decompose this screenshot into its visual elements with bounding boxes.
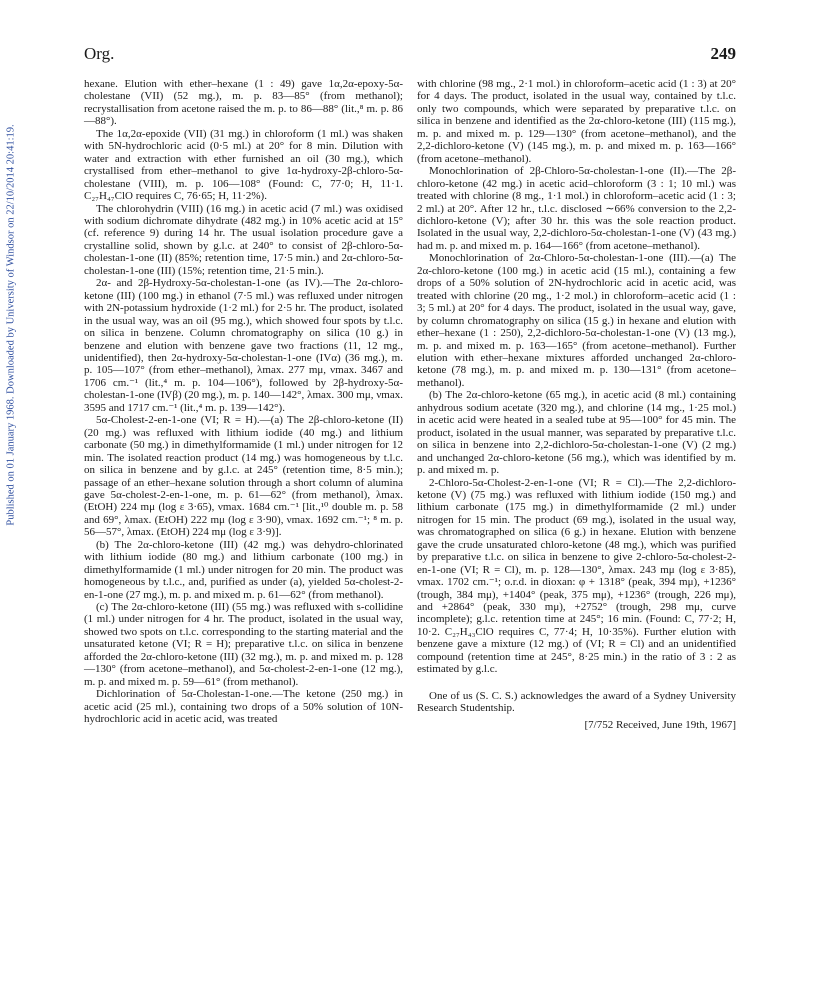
paragraph: (c) The 2α-chloro-ketone (III) (55 mg.) was refluxed with s-collidine (1 ml.) under nitrogen for 4 hr. The product, isolated in the usual way, showed two spots on t.l.c. corresponding to the starting material and the unsaturated ketone (VI; R = H); preparative t.l.c. on silica in benzene afforded the 2α-chloro-ketone (III) (32 mg.), m. p. and mixed m. p. 128—130° (from acetone–methanol), and 5α-cholest-2-en-1-one (12 mg.), m. p. and mixed m. p. 59—61° (from methanol). (84, 601, 403, 688)
paragraph: Monochlorination of 2β-Chloro-5α-cholestan-1-one (II).—The 2β-chloro-ketone (42 mg.) in acetic acid–chloroform (3 : 1; 10 ml.) was treated with chlorine (8 mg., 1·1 mol.) in chloroform–acetic acid (1 : 3; 2 ml.) at 20°. After 12 hr., t.l.c. disclosed ∼66% conversion to the 2,2-dichloro-ketone (V); after 30 hr. this was the sole reaction product. Isolated in the usual way, 2,2-dichloro-5α-cholestan-1-one (V) (43 mg.) had m. p. and mixed m. p. 164—166° (from acetone–methanol). (417, 165, 736, 252)
paragraph: Monochlorination of 2α-Chloro-5α-cholestan-1-one (III).—(a) The 2α-chloro-ketone (100 mg.) in acetic acid (15 ml.), containing a few drops of a 50% solution of 2N-hydrochloric acid in acetic acid, was treated with chlorine (20 mg., 1·2 mol.) in chloroform–acetic acid (1 : 3; 5 ml.) at 20° for 4 days. The product, isolated in the usual way, gave, by column chromatography on silica (15 g.) in hexane and elution with ether–hexane (1 : 250), 2,2-dichloro-5α-cholestan-1-one (V) (13 mg.), m. p. and mixed m. p. 163—165° (from acetone–methanol). Further elution with ether–hexane mixtures afforded unchanged 2α-chloro-ketone (78 mg.), m. p. and mixed m. p. 130—131° (from acetone–methanol). (417, 252, 736, 389)
download-notice-text: Published on 01 January 1968. Downloaded by University of Windsor on 22/10/2014 20:41:19. (5, 124, 17, 526)
paragraph: The 1α,2α-epoxide (VII) (31 mg.) in chloroform (1 ml.) was shaken with 5N-hydrochloric acid (0·5 ml.) at 20° for 8 min. Dilution with water and extraction with ether furnished an oil (30 mg.), which crystallised from ether–methanol to give 1α-hydroxy-2β-chloro-5α-cholestane (VIII), m. p. 106—108° (Found: C, 77·0; H, 11·1. C₂₇H₄₇ClO requires C, 76·65; H, 11·2%). (84, 127, 403, 203)
paragraph: (b) The 2α-chloro-ketone (III) (42 mg.) was dehydro-chlorinated with lithium iodide (80 mg.) and lithium carbonate (100 mg.) in dimethylformamide (1 ml.) under nitrogen for 20 min. The product was homogeneous by t.l.c., and, purified as under (a), yielded 5α-cholest-2-en-1-one (27 mg.), m. p. and mixed m. p. 61—62° (from methanol). (84, 538, 403, 601)
page-header (84, 44, 736, 66)
paragraph: (b) The 2α-chloro-ketone (65 mg.), in acetic acid (8 ml.) containing anhydrous sodium acetate (320 mg.), and chlorine (14 mg., 1·25 mol.) in acetic acid were heated in a sealed tube at 95—100° for 45 min. The product, isolated in the usual manner, was separated by preparative t.l.c. on silica in benzene into 2,2-dichloro-5α-cholestan-1-one (V) (2 mg.) and unchanged 2α-chloro-ketone (56 mg.), which was identified by m. p. and mixed m. p. (417, 389, 736, 477)
left-column (84, 78, 403, 726)
paragraph: The chlorohydrin (VIII) (16 mg.) in acetic acid (7 ml.) was oxidised with sodium dichromate dihydrate (482 mg.) in 10% acetic acid at 15° (cf. reference 9) during 14 hr. The usual isolation procedure gave a crystalline solid, shown by g.l.c. at 240° to consist of 2β-chloro-5α-cholestan-1-one (II) (85%; retention time, 17·5 min.) and 2α-chloro-5α-cholestan-1-one (III) (15%; retention time, 21·5 min.). (84, 202, 403, 277)
received-date: [7/752 Received, June 19th, 1967] (584, 718, 736, 731)
right-column (417, 78, 736, 731)
journal-section-title: Org. (84, 44, 115, 63)
paragraph: Dichlorination of 5α-Cholestan-1-one.—The ketone (250 mg.) in acetic acid (25 ml.), containing two drops of a 50% solution of 10N-hydrochloric acid in acetic acid, was treated (84, 688, 403, 726)
paragraph: hexane. Elution with ether–hexane (1 : 49) gave 1α,2α-epoxy-5α-cholestane (VII) (52 mg.), m. p. 83—85° (from methanol); recrystallisation from acetone raised the m. p. to 86—88° (lit.,⁸ m. p. 86—88°). (84, 78, 403, 128)
acknowledgement: One of us (S. C. S.) acknowledges the award of a Sydney University Research Studentship. (417, 689, 736, 715)
paragraph: 2α- and 2β-Hydroxy-5α-cholestan-1-one (as IV).—The 2α-chloro-ketone (III) (100 mg.) in ethanol (7·5 ml.) was refluxed under nitrogen with 2N-potassium hydroxide (1·2 ml.) for 2·5 hr. The product, isolated in the usual way, was an oil (95 mg.), which showed four spots by t.l.c. on silica in benzene. Column chromatography on silica (10 g.) in benzene and elution with benzene gave two fractions (11, 12 mg., unidentified), then 2α-hydroxy-5α-cholestan-1-one (IVα) (36 mg.), m. p. 105—107° (from ether–methanol), λmax. 277 mμ, νmax. 3467 and 1706 cm.⁻¹ (lit.,⁴ m. p. 104—106°), followed by 2β-hydroxy-5α-cholestan-1-one (IVβ) (20 mg.), m. p. 140—142°, λmax. 300 mμ, νmax. 3595 and 1717 cm.⁻¹ (lit.,⁴ m. p. 139—142°). (84, 277, 403, 414)
paragraph: 5α-Cholest-2-en-1-one (VI; R = H).—(a) The 2β-chloro-ketone (II) (20 mg.) was refluxed with lithium iodide (40 mg.) and lithium carbonate (50 mg.) in dimethylformamide (1 ml.) under nitrogen for 12 min. The isolated reaction product (14 mg.) was homogeneous by t.l.c. on silica in benzene and by g.l.c. at 245° (retention time, 8·5 min.); passage of an ether–hexane solution through a short column of alumina gave 5α-cholest-2-en-1-one, m. p. 61—62° (from methanol), λmax. (EtOH) 224 mμ (log ε 3·65), νmax. 1684 cm.⁻¹ [lit.,¹⁰ double m. p. 58 and 69°, λmax. (EtOH) 222 mμ (log ε 3·90), νmax. 1692 cm.⁻¹; ⁸ m. p. 56—57°, λmax. (EtOH) 224 mμ (log ε 3·9)]. (84, 414, 403, 539)
page-number: 249 (710, 44, 736, 63)
download-notice-sidebar (0, 40, 22, 610)
paragraph: with chlorine (98 mg., 2·1 mol.) in chloroform–acetic acid (1 : 3) at 20° for 4 days. The product, isolated in the usual way, contained by t.l.c. only two compounds, which were separated by preparative t.l.c. on silica in benzene and identified as the 2α-chloro-ketone (III) (115 mg.), m. p. and mixed m. p. 129—130° (from acetone–methanol), and the 2,2-dichloro-ketone (V) (145 mg.), m. p. and mixed m. p. 163—166° (from acetone–methanol). (417, 78, 736, 165)
paragraph: 2-Chloro-5α-Cholest-2-en-1-one (VI; R = Cl).—The 2,2-dichloro-ketone (V) (75 mg.) was refluxed with lithium iodide (150 mg.) and lithium carbonate (175 mg.) in dimethylformamide (2 ml.) under nitrogen for 15 min. The product (69 mg.), isolated in the usual way, was chromatographed on silica (6 g.) in hexane. Elution with benzene gave the crude unsaturated chloro-ketone (48 mg.), which was purified by preparative t.l.c. on silica in benzene to give 2-chloro-5α-cholest-2-en-1-one (VI; R = Cl), m. p. 128—130°, λmax. 243 mμ (log ε 3·85), νmax. 1702 cm.⁻¹; o.r.d. in dioxan: φ + 1318° (peak, 394 mμ), +1236° (trough, 384 mμ), +1404° (peak, 375 mμ), +1236° (trough, 226 mμ), and +2864° (peak, 330 mμ), +2752° (trough, 298 mμ, curve incomplete); g.l.c. retention time at 245°; 16 min. (Found: C, 77·2; H, 10·2. C₂₇H₄₃ClO requires C, 77·4; H, 10·35%). Further elution with benzene gave a mixture (12 mg.) of (VI; R = Cl) and an unidentified compound (retention time at 245°, 8·25 min.) in the ratio of 3 : 2 as estimated by g.l.c. (417, 476, 736, 676)
